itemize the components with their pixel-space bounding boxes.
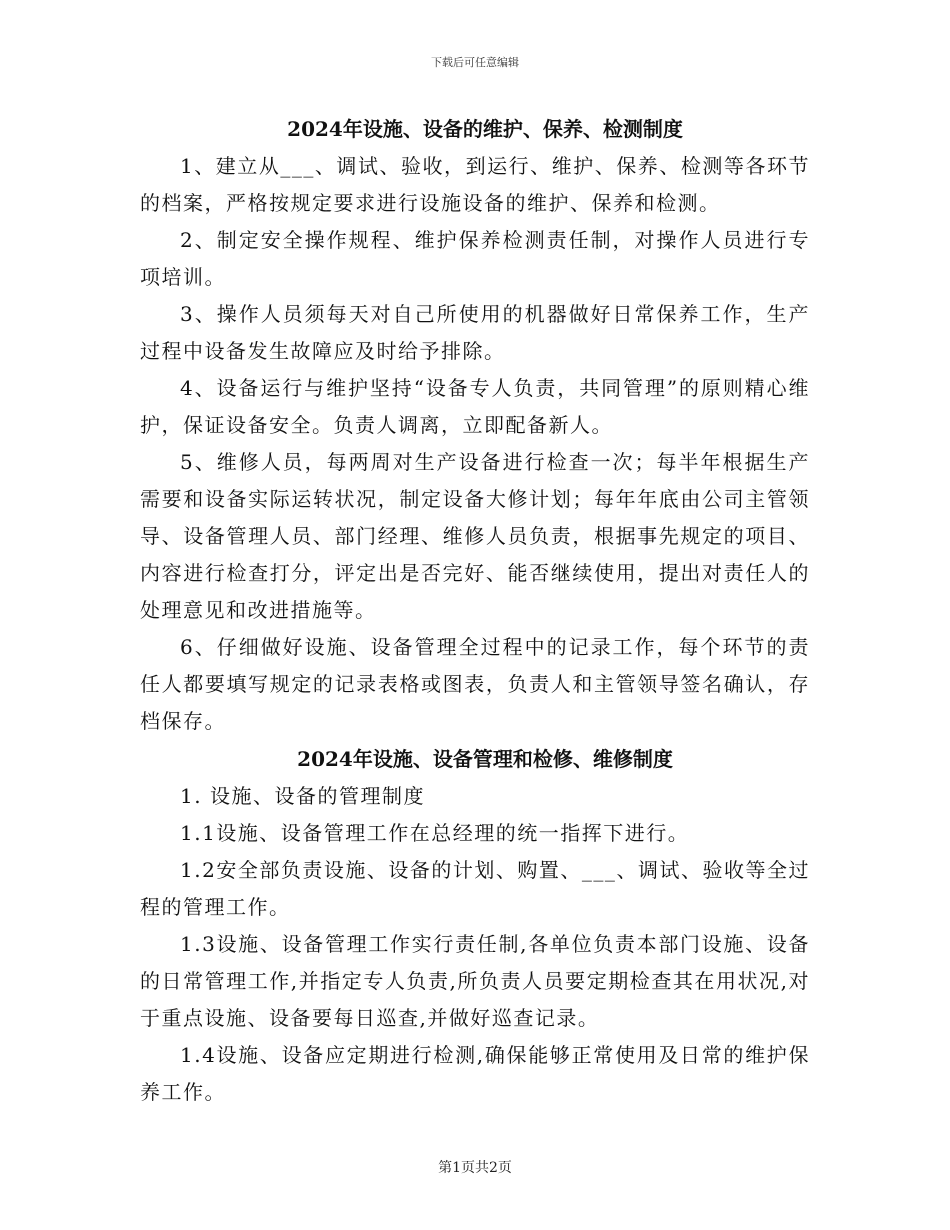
section1-paragraph-5: 5、维修人员，每两周对生产设备进行检查一次；每半年根据生产需要和设备实际运转状况，制定设备大修计划；每年年底由公司主管领导、设备管理人员、部门经理、维修人员负责，根据事先规定的项目、内容进行检查打分，评定出是否完好、能否继续使用，提出对责任人的处理意见和改进措施等。 <box>140 450 810 622</box>
section1-paragraph-6: 6、仔细做好设施、设备管理全过程中的记录工作，每个环节的责任人都要填写规定的记录表格或图表，负责人和主管领导签名确认，存档保存。 <box>140 635 810 733</box>
document-body <box>140 110 810 1111</box>
section1-paragraph-4: 4、设备运行与维护坚持“设备专人负责，共同管理”的原则精心维护，保证设备安全。负责人调离，立即配备新人。 <box>140 376 810 437</box>
section1-paragraph-2: 2、制定安全操作规程、维护保养检测责任制，对操作人员进行专项培训。 <box>140 228 810 289</box>
section1-paragraph-3: 3、操作人员须每天对自己所使用的机器做好日常保养工作，生产过程中设备发生故障应及时给予排除。 <box>140 302 810 363</box>
section2-paragraph-3: 1.2安全部负责设施、设备的计划、购置、___、调试、验收等全过程的管理工作。 <box>140 858 810 919</box>
section2-title: 2024年设施、设备管理和检修、维修制度 <box>297 747 673 771</box>
page-number-footer: 第1页共2页 <box>438 1160 512 1176</box>
section2-paragraph-2: 1.1设施、设备管理工作在总经理的统一指挥下进行。 <box>180 821 690 845</box>
section2-paragraph-1: 1. 设施、设备的管理制度 <box>180 784 425 808</box>
section2-paragraph-5: 1.4设施、设备应定期进行检测,确保能够正常使用及日常的维护保养工作。 <box>140 1043 810 1104</box>
section1-paragraph-1: 1、建立从___、调试、验收，到运行、维护、保养、检测等各环节的档案，严格按规定要求进行设施设备的维护、保养和检测。 <box>140 154 810 215</box>
header-note: 下载后可任意编辑 <box>431 56 519 69</box>
section1-title: 2024年设施、设备的维护、保养、检测制度 <box>287 117 683 141</box>
section2-paragraph-4: 1.3设施、设备管理工作实行责任制,各单位负责本部门设施、设备的日常管理工作,并指定专人负责,所负责人员要定期检查其在用状况,对于重点设施、设备要每日巡查,并做好巡查记录。 <box>140 932 810 1030</box>
